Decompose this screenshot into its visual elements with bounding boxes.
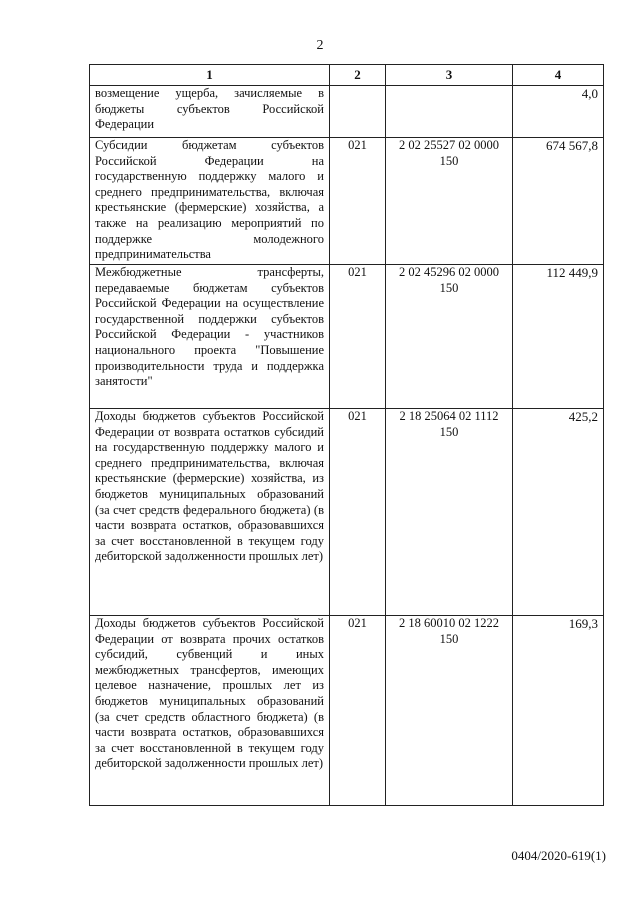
table-row [90,616,604,806]
row-description [90,616,330,806]
description-text: Межбюджетные трансферты, передаваемые бюджетам субъектов Российской Федерации на осуществление государственной поддержки субъектов Российской Федерации - участников национального проекта "Повышение производительности труда и поддержка занятости" [95,265,324,389]
budget-income-table [89,64,604,806]
column-header-4: 4 [513,65,604,86]
row-description [90,138,330,265]
row-classification-code: 2 18 60010 02 1222 150 [386,616,513,806]
row-classification-code: 2 18 25064 02 1112 150 [386,409,513,616]
column-header-1: 1 [90,65,330,86]
table-row [90,409,604,616]
table-row [90,86,604,138]
description-text: Доходы бюджетов субъектов Российской Федерации от возврата прочих остатков субсидий, субвенций и иных межбюджетных трансфертов, имеющих целевое назначение, прошлых лет из бюджетов муниципальных образований (за счет средств областного бюджета) (в части возврата остатков, образовавшихся за счет восстановленной в текущем году дебиторской задолженности прошлых лет) [95,616,324,771]
document-id: 0404/2020-619(1) [511,848,606,863]
row-admin-code: 021 [330,409,386,616]
row-admin-code: 021 [330,138,386,265]
description-text: Субсидии бюджетам субъектов Российской Федерации на государственную поддержку малого и среднего предпринимательства, включая крестьянские (фермерские) хозяйства, а также на реализацию мероприятий по поддержке молодежного предпринимательства [95,138,324,262]
row-amount: 425,2 [513,409,604,616]
row-description [90,86,330,138]
row-amount: 674 567,8 [513,138,604,265]
row-admin-code: 021 [330,265,386,409]
row-description [90,409,330,616]
table-row [90,138,604,265]
row-description [90,265,330,409]
table-row [90,265,604,409]
row-classification-code [386,86,513,138]
description-text: Доходы бюджетов субъектов Российской Федерации от возврата остатков субсидий на государственную поддержку малого и среднего предпринимательства, включая крестьянские (фермерские) хозяйства, из бюджетов муниципальных образований (за счет средств федерального бюджета) (в части возврата остатков, образовавшихся за счет восстановленной в текущем году дебиторской задолженности прошлых лет) [95,409,324,564]
row-admin-code: 021 [330,616,386,806]
row-amount: 169,3 [513,616,604,806]
row-admin-code [330,86,386,138]
row-amount: 112 449,9 [513,265,604,409]
column-header-2: 2 [330,65,386,86]
row-amount: 4,0 [513,86,604,138]
row-classification-code: 2 02 25527 02 0000 150 [386,138,513,265]
table-header-row [90,65,604,86]
description-text: возмещение ущерба, зачисляемые в бюджеты субъектов Российской Федерации [95,86,324,132]
page-number: 2 [316,38,324,53]
row-classification-code: 2 02 45296 02 0000 150 [386,265,513,409]
column-header-3: 3 [386,65,513,86]
